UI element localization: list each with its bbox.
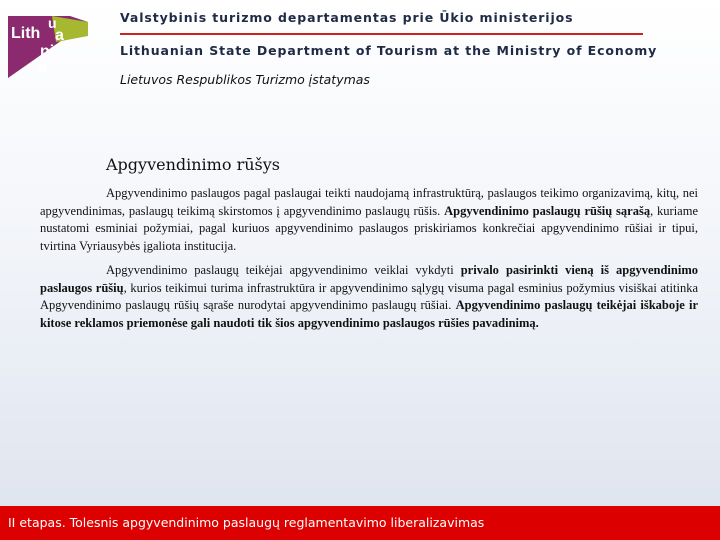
agency-name-en: Lithuanian State Department of Tourism at the Ministry of Economy bbox=[120, 43, 658, 58]
p2-text-1: Apgyvendinimo paslaugų teikėjai apgyvendinimo veiklai vykdyti bbox=[106, 263, 461, 277]
footer-bar bbox=[0, 506, 720, 540]
p2-text-2: , kurios teikimui turima infrastruktūra ir apgyvendinimo sąlygų visuma pagal esminius požymius visiškai atitinka Apgyvendinimo paslaugų rūšių sąraše nurodytai apgyvendinimo paslaugų rūšiai. bbox=[40, 280, 698, 312]
section-title: Apgyvendinimo rūšys bbox=[106, 155, 280, 174]
body-text bbox=[40, 185, 698, 339]
p2-bold-2: Apgyvendinimo paslaugų teikėjai iškaboje ir kitose reklamos priemonėse gali naudoti tik šios apgyvendinimo paslaugos rūšies pavadinimą. bbox=[40, 298, 699, 330]
svg-text:a: a bbox=[38, 59, 47, 76]
footer-text: II etapas. Tolesnis apgyvendinimo paslaugų reglamentavimo liberalizavimas bbox=[8, 515, 485, 530]
svg-text:ni: ni bbox=[40, 43, 55, 60]
svg-text:u: u bbox=[48, 16, 57, 31]
law-title: Lietuvos Respublikos Turizmo įstatymas bbox=[120, 72, 370, 87]
svg-text:a: a bbox=[55, 27, 64, 44]
paragraph-1 bbox=[40, 185, 698, 255]
p1-text-2: , kuriame nustatomi esminiai požymiai, pagal kuriuos apgyvendinimo paslaugos priskiriamos konkrečiai apgyvendinimo rūšiai ir tipui, tvirtina Vyriausybės įgaliota institucija. bbox=[40, 203, 698, 253]
header-divider bbox=[120, 33, 643, 35]
p1-text-1: Apgyvendinimo paslaugos pagal paslaugai teikti naudojamą infrastruktūrą, paslaugos teikimo organizavimą, kitų, nei apgyvendinimas, paslaugų teikimą skirstomos į apgyvendinimo paslaugų rūšis. bbox=[40, 186, 698, 218]
svg-text:Lith: Lith bbox=[11, 25, 41, 42]
p1-bold-1: Apgyvendinimo paslaugų rūšių sąrašą bbox=[444, 203, 651, 218]
paragraph-2 bbox=[40, 262, 698, 332]
agency-name-lt: Valstybinis turizmo departamentas prie Ūkio ministerijos bbox=[120, 10, 574, 25]
p2-bold-1: privalo pasirinkti vieną iš apgyvendinimo paslaugos rūšių bbox=[40, 263, 698, 295]
lithuania-logo bbox=[8, 16, 90, 78]
